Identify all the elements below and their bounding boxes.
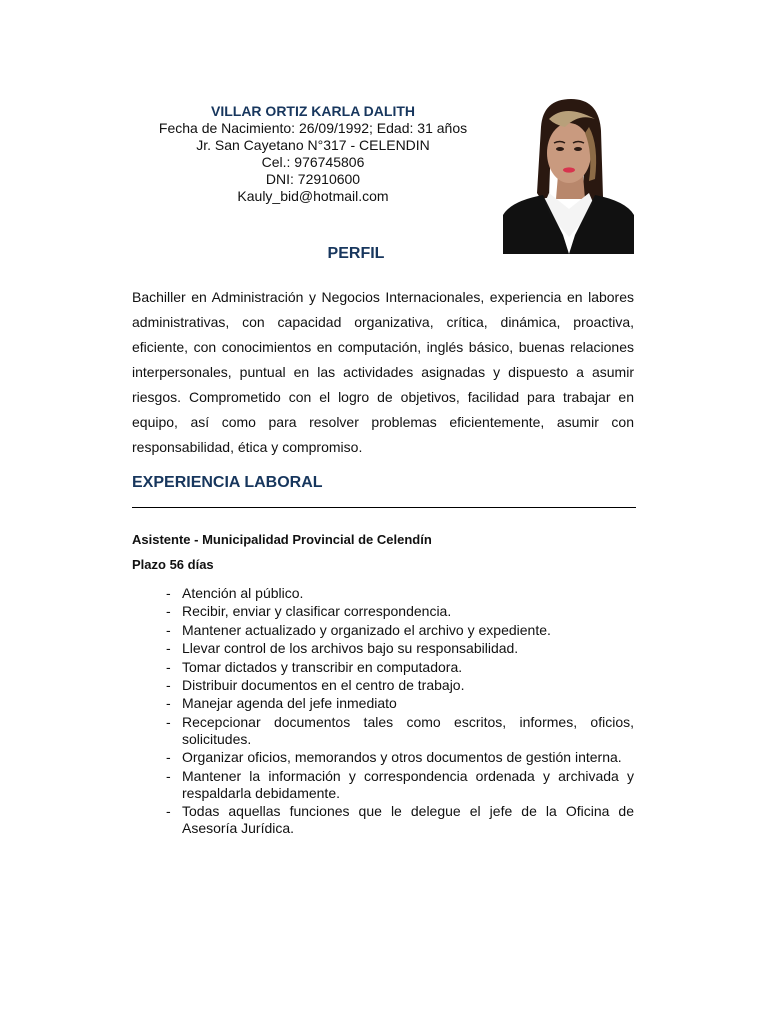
list-item <box>160 677 634 694</box>
duty-text: Atención al público. <box>182 585 304 601</box>
list-item <box>160 603 634 620</box>
bullet-dash: - <box>166 603 171 620</box>
list-item <box>160 714 634 748</box>
job-term: Plazo 56 días <box>132 557 214 572</box>
profile-summary: Bachiller en Administración y Negocios Internacionales, experiencia en labores administrativas, con capacidad organizativa, crítica, dinámica, proactiva, eficiente, con conocimientos en computación, inglés básico, buenas relaciones interpersonales, puntual en las actividades asignadas y dispuesto a asumir riesgos. Comprometido con el logro de objetivos, facilidad para trabajar en equipo, así como para resolver problemas eficientemente, asumir con responsabilidad, ética y compromiso. <box>132 289 634 455</box>
job-duties-list <box>160 585 634 838</box>
contact-header <box>132 103 494 205</box>
duty-text: Llevar control de los archivos bajo su responsabilidad. <box>182 640 519 657</box>
email-line: Kauly_bid@hotmail.com <box>237 188 389 204</box>
list-item <box>160 749 634 766</box>
bullet-dash: - <box>166 585 171 601</box>
bullet-dash: - <box>166 621 171 638</box>
bullet-dash: - <box>166 749 171 766</box>
duty-text: Manejar agenda del jefe inmediato <box>182 695 397 712</box>
duty-text: Recepcionar documentos tales como escritos, informes, oficios, solicitudes. <box>182 713 634 747</box>
bullet-dash: - <box>166 640 171 657</box>
list-item <box>160 640 634 657</box>
experience-section-heading: EXPERIENCIA LABORAL <box>132 474 323 491</box>
bullet-dash: - <box>166 713 171 730</box>
list-item <box>160 695 634 712</box>
list-item <box>160 768 634 802</box>
duty-text: Organizar oficios, memorandos y otros documentos de gestión interna. <box>182 749 622 766</box>
list-item <box>160 585 634 602</box>
phone-line: Cel.: 976745806 <box>261 154 365 170</box>
duty-text: Distribuir documentos en el centro de trabajo. <box>182 676 465 693</box>
list-item <box>160 659 634 676</box>
duty-text: Mantener la información y correspondencia ordenada y archivada y respaldarla debidamente. <box>182 767 634 801</box>
profile-section-heading: PERFIL <box>327 245 385 262</box>
section-divider <box>132 507 636 508</box>
list-item <box>160 622 634 639</box>
duty-text: Todas aquellas funciones que le delegue el jefe de la Oficina de Asesoría Jurídica. <box>182 802 634 836</box>
bullet-dash: - <box>166 767 171 784</box>
bullet-dash: - <box>166 658 171 675</box>
list-item <box>160 803 634 837</box>
address-line: Jr. San Cayetano N°317 - CELENDIN <box>196 137 430 153</box>
duty-text: Mantener actualizado y organizado el archivo y expediente. <box>182 621 551 638</box>
bullet-dash: - <box>166 695 171 712</box>
dni-line: DNI: 72910600 <box>265 171 361 187</box>
bullet-dash: - <box>166 676 171 693</box>
job-title: Asistente - Municipalidad Provincial de Celendín <box>132 532 432 547</box>
candidate-name: VILLAR ORTIZ KARLA DALITH <box>210 103 415 119</box>
duty-text: Tomar dictados y transcribir en computadora. <box>182 658 463 675</box>
profile-photo <box>503 97 634 254</box>
bullet-dash: - <box>166 802 171 819</box>
birth-date-line: Fecha de Nacimiento: 26/09/1992; Edad: 31 años <box>158 120 468 136</box>
duty-text: Recibir, enviar y clasificar correspondencia. <box>182 603 452 620</box>
profile-photo-illustration <box>503 97 634 254</box>
